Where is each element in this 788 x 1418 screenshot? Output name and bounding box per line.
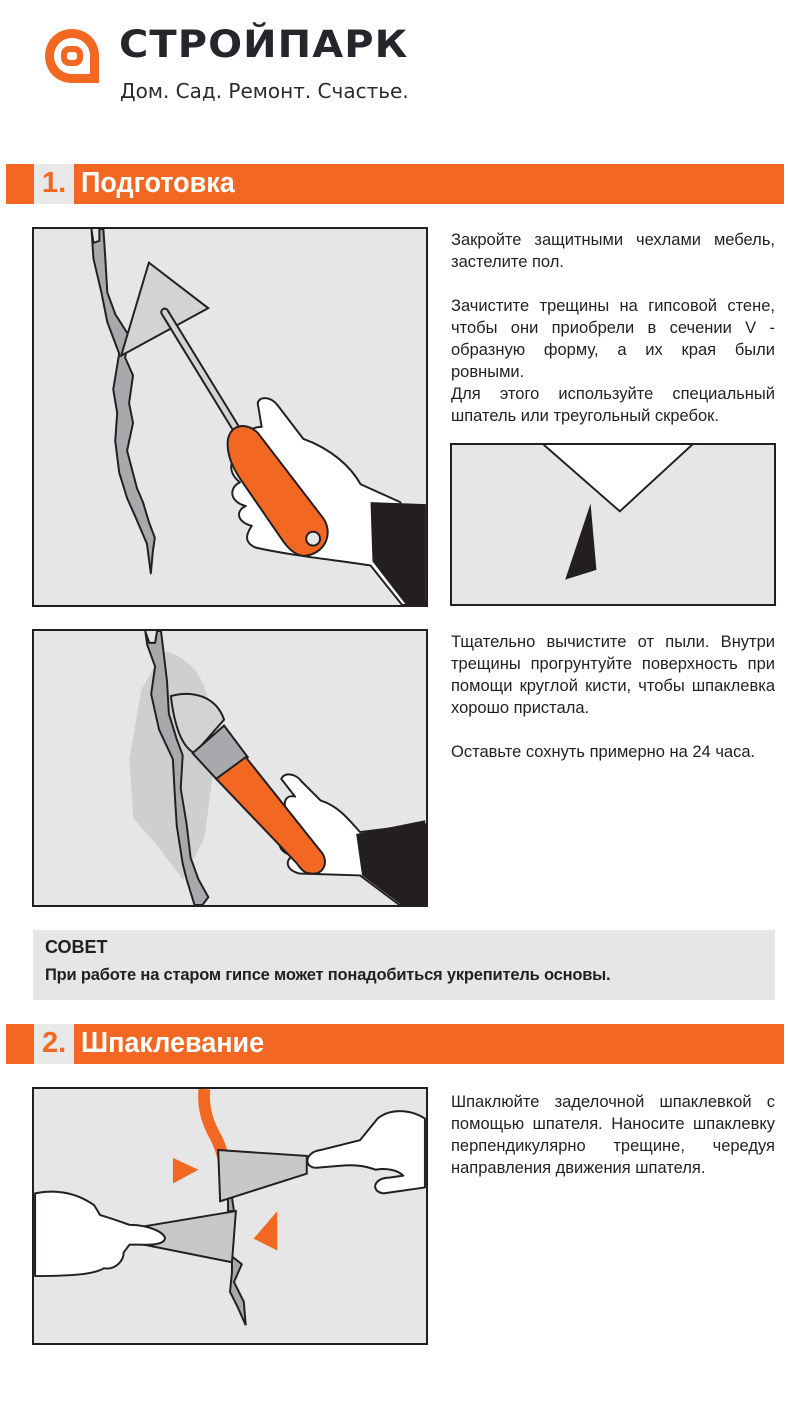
spatulas-illustration-icon xyxy=(34,1089,426,1343)
step-3-paragraph-1: Шпаклюйте заделочной шпаклевкой с помощью шпателя. Наносите шпаклевку перпендикулярно трещине, чередуя направления движения шпателя. xyxy=(451,1093,775,1177)
brand-name: СТРОЙПАРК xyxy=(119,23,409,66)
step-2-paragraph-1: Тщательно вычистите от пыли. Внутри трещины прогрунтуйте поверхность при помощи круглой кисти, чтобы шпаклевка хорошо пристала. xyxy=(451,633,775,717)
v-crack-cross-section-icon xyxy=(452,445,774,604)
tip-text: При работе на старом гипсе может понадобиться укрепитель основы. xyxy=(45,966,611,984)
illustration-triangular-scraper xyxy=(32,227,428,607)
section-number: 2. xyxy=(42,1027,67,1059)
section-title: Подготовка xyxy=(81,167,235,199)
step-2-paragraph-2: Оставьте сохнуть примерно на 24 часа. xyxy=(451,743,756,761)
illustration-spatulas-filling xyxy=(32,1087,428,1345)
section-header-preparation xyxy=(6,164,784,204)
step-1-paragraph-1: Закройте защитными чехлами мебель, застелите пол. xyxy=(451,231,775,271)
section-number: 1. xyxy=(42,167,67,199)
step-1-paragraph-3: Для этого используйте специальный шпатель или треугольный скребок. xyxy=(451,385,775,425)
slogan: Дом. Сад. Ремонт. Счастье. xyxy=(120,79,409,103)
section-title: Шпаклевание xyxy=(81,1027,265,1059)
tip-box xyxy=(33,930,775,1000)
step-3-text xyxy=(451,1091,775,1179)
brush-illustration-icon xyxy=(34,631,426,905)
illustration-v-crack-section xyxy=(450,443,776,606)
scraper-illustration-icon xyxy=(34,229,426,605)
step-1-text xyxy=(451,229,775,427)
illustration-brush-priming xyxy=(32,629,428,907)
location-pin-at-icon xyxy=(42,26,102,86)
tip-title: СОВЕТ xyxy=(45,937,108,957)
step-1-paragraph-2: Зачистите трещины на гипсовой стене, чтобы они приобрели в сечении V - образную форму, а их края были ровными. xyxy=(451,297,775,381)
section-header-filling xyxy=(6,1024,784,1064)
step-2-text xyxy=(451,631,775,763)
